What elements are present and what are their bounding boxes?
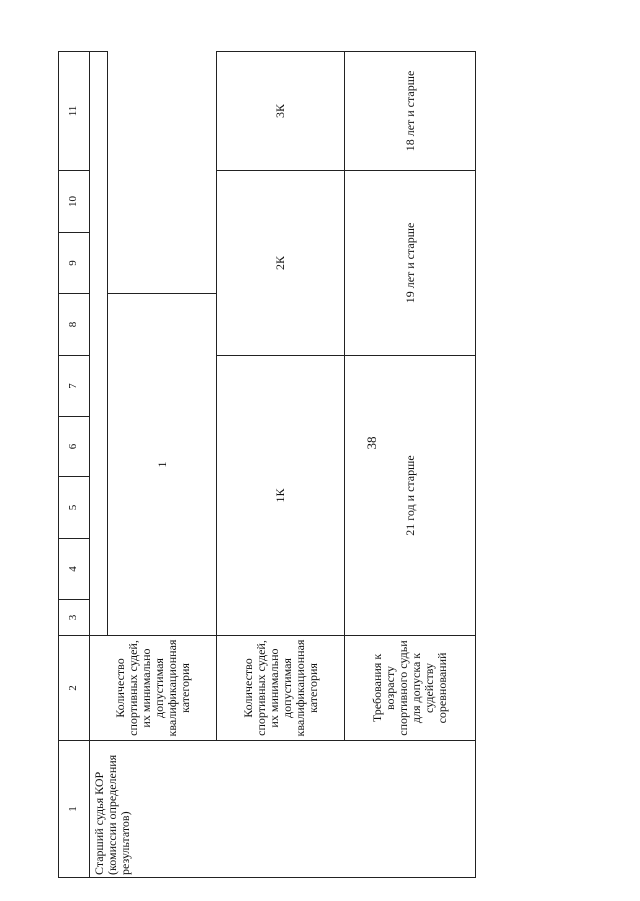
spacer: [89, 52, 108, 636]
col-header-9: 9: [59, 233, 90, 294]
age-3: 18 лет и старше: [345, 52, 476, 171]
col-header-2: 2: [59, 636, 90, 741]
age-1: 21 год и старше: [345, 356, 476, 636]
col-header-11: 11: [59, 52, 90, 171]
col-header-1: 1: [59, 741, 90, 878]
category-1: 1К: [217, 356, 345, 636]
header-row: [59, 52, 90, 878]
col-header-8: 8: [59, 294, 90, 356]
age-2: 19 лет и старше: [345, 171, 476, 356]
col-header-4: 4: [59, 539, 90, 600]
table-row: [89, 52, 108, 878]
col-header-5: 5: [59, 477, 90, 539]
col-header-6: 6: [59, 417, 90, 477]
position-name: Старший судья КОР (комиссии определения результатов): [89, 741, 475, 878]
category-label: Количество спортивных судей, их минимально допустимая квалификационная категория: [217, 636, 345, 741]
col-header-10: 10: [59, 171, 90, 233]
count-requirement-label: Количество спортивных судей, их минимально допустимая квалификационная категория: [89, 636, 217, 741]
cell-value: [108, 294, 217, 636]
requirements-table-rotated: [58, 52, 476, 878]
category-2: 2К: [217, 171, 345, 356]
col-header-3: 3: [59, 600, 90, 636]
page-number: 38: [364, 436, 379, 450]
requirements-table: [58, 51, 476, 878]
age-requirement-label: Требования к возрасту спортивного судьи для допуска к судейству соревнований: [345, 636, 476, 741]
col-header-7: 7: [59, 356, 90, 417]
category-3: 3К: [217, 52, 345, 171]
judge-count: 1: [154, 461, 169, 468]
